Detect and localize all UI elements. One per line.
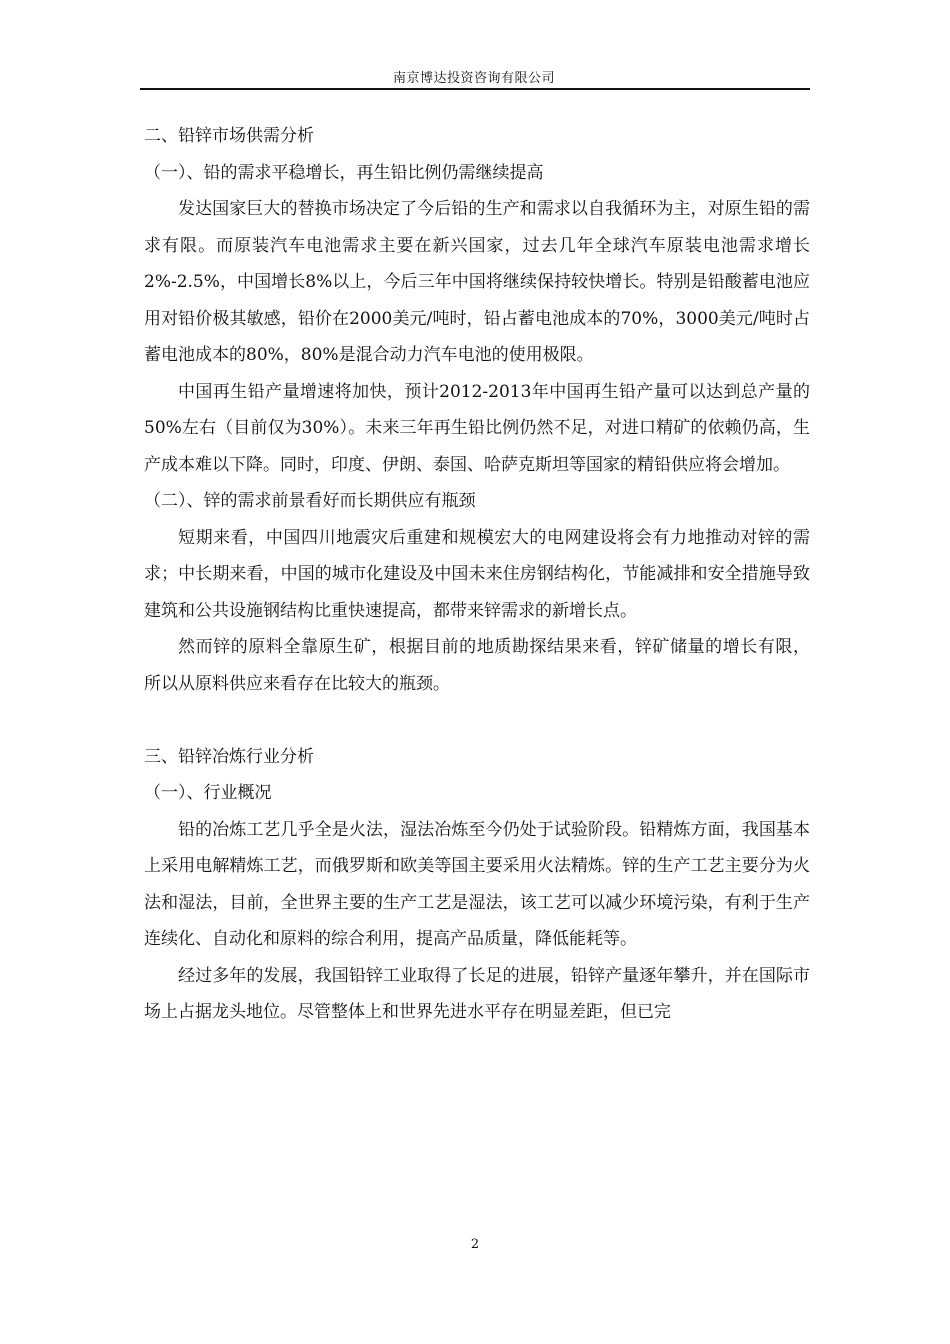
section-title-3: 三、铅锌冶炼行业分析 <box>144 746 314 767</box>
paragraph-recycled-lead: 中国再生铅产量增速将加快，预计2012-2013年中国再生铅产量可以达到总产量的50%左右（目前仅为30%）。未来三年再生铅比例仍然不足，对进口精矿的依赖仍高，生产成本难以下降。同时，印度、伊朗、泰国、哈萨克斯坦等国家的精铅供应将会增加。 <box>144 381 810 475</box>
page-header: 南京博达投资咨询有限公司 <box>392 71 555 86</box>
page-number: 2 <box>470 1237 480 1252</box>
document-body <box>144 118 810 1031</box>
section-gap <box>144 702 810 739</box>
subsection-title-3-1: （一）、行业概况 <box>144 783 272 803</box>
header-rule <box>140 88 810 90</box>
subsection-title-2-2: （二）、锌的需求前景看好而长期供应有瓶颈 <box>144 491 476 511</box>
section-title-2: 二、铅锌市场供需分析 <box>144 126 314 146</box>
subsection-title-2-1: （一）、铅的需求平稳增长，再生铅比例仍需继续提高 <box>144 162 544 183</box>
paragraph-zinc-demand: 短期来看，中国四川地震灾后重建和规模宏大的电网建设将会有力地推动对锌的需求；中长期来看，中国的城市化建设及中国未来住房钢结构化，节能减排和安全措施导致建筑和公共设施钢结构比重快速提高，都带来锌需求的新增长点。 <box>144 527 810 621</box>
paragraph-zinc-supply: 然而锌的原料全靠原生矿，根据目前的地质勘探结果来看，锌矿储量的增长有限， 所以从原料供应来看存在比较大的瓶颈。 <box>144 637 810 694</box>
paragraph-smelting-process: 铅的冶炼工艺几乎全是火法，湿法冶炼至今仍处于试验阶段。铅精炼方面，我国基本上采用电解精炼工艺，而俄罗斯和欧美等国主要采用火法精炼。锌的生产工艺主要分为火法和湿法，目前，全世界主要的生产工艺是湿法，该工艺可以减少环境污染，有利于生产连续化、自动化和原料的综合利用，提高产品质量，降低能耗等。 <box>144 819 810 949</box>
paragraph-industry-development: 经过多年的发展，我国铅锌工业取得了长足的进展，铅锌产量逐年攀升，并在国际市场上占据龙头地位。尽管整体上和世界先进水平存在明显差距，但已完 <box>144 965 810 1022</box>
paragraph-lead-demand: 发达国家巨大的替换市场决定了今后铅的生产和需求以自我循环为主，对原生铅的需求有限。而原装汽车电池需求主要在新兴国家，过去几年全球汽车原装电池需求增长2%-2.5%，中国增长8%以上，今后三年中国将继续保持较快增长。特别是铅酸蓄电池应用对铅价极其敏感，铅价在2000美元/吨时，铅占蓄电池成本的70%，3000美元/吨时占蓄电池成本的80%，80%是混合动力汽车电池的使用极限。 <box>144 199 810 365</box>
